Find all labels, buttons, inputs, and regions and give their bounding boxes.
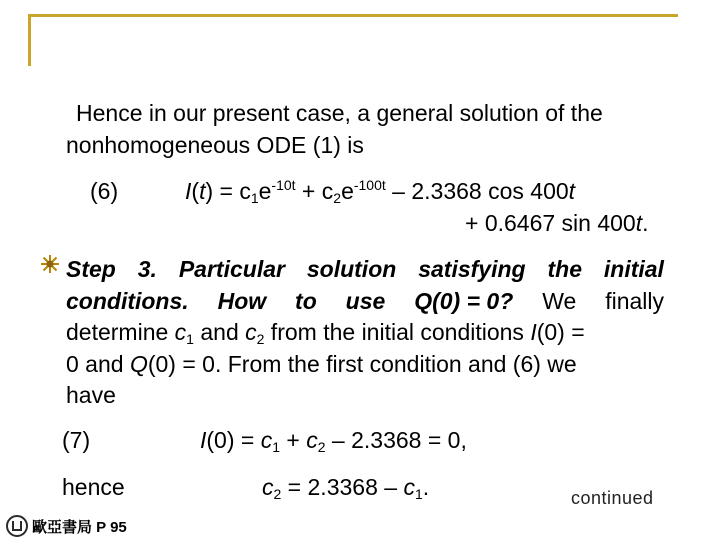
step-3-line-2: conditions. How to use Q(0) = 0? We finally [66, 287, 664, 314]
equation-7-body: $I(0) = c_1 + c_2 - 2.3368 = 0$, [200, 427, 467, 455]
step-3-line-3: determine $c_1$ and $c_2$ from the initial conditions I(0) = [66, 319, 585, 347]
step-3-line-5: have [66, 382, 116, 408]
equation-6-number: (6) [90, 178, 119, 204]
hence-equation: $c_2 = 2.3368 - c_1$. [262, 474, 430, 502]
footer [6, 514, 127, 538]
starburst-bullet-icon [40, 254, 60, 274]
hence-label: hence [62, 474, 125, 500]
equation-6-line-1: $I(t) = c_1e^{-10t} + c_2e^{-100t} - 2.3368$ cos 400t [185, 177, 576, 206]
step-3-line-4: 0 and Q(0) = 0. From the first condition and (6) we [66, 350, 577, 377]
frame-top-line [28, 14, 678, 17]
step-3-paragraph [66, 254, 664, 412]
intro-line-1: Hence in our present case, a general solution of the [76, 100, 603, 126]
equation-7-number: (7) [62, 427, 91, 453]
intro-line-2: nonhomogeneous ODE (1) is [66, 132, 364, 158]
continued-link[interactable]: continued [571, 488, 654, 508]
frame-left-line [28, 14, 31, 66]
footer-publisher-page: 歐亞書局 P 95 [32, 518, 127, 536]
equation-6-line-2: + 0.6467 sin 400t. [465, 210, 649, 236]
step-3-title-line: Step 3. Particular solution satisfying the initial [66, 256, 664, 282]
publisher-logo-icon [6, 515, 28, 537]
